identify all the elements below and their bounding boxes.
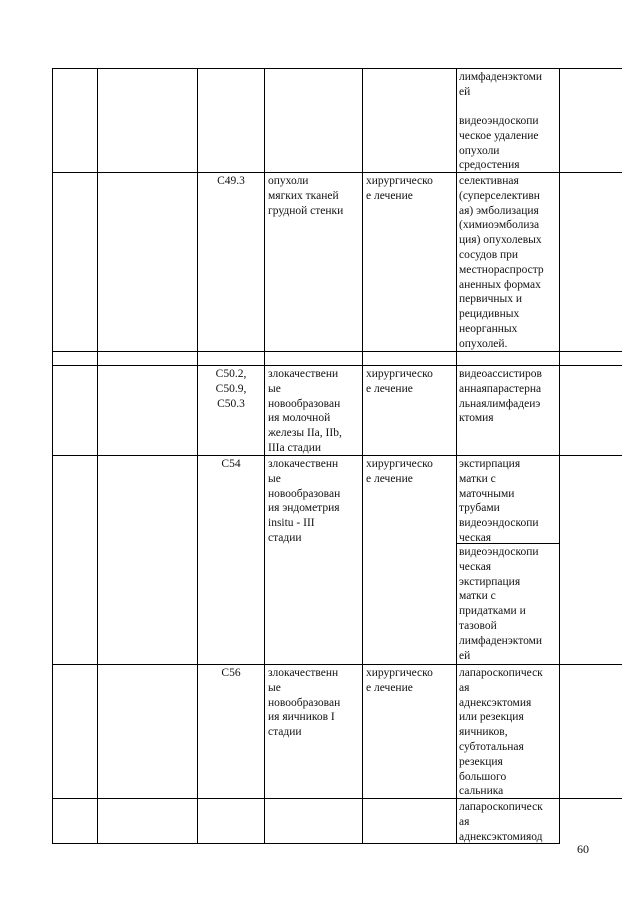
column-border (559, 68, 560, 844)
page-number: 60 (577, 842, 589, 856)
diagnosis-name: опухоли мягких тканей грудной стенки (268, 175, 344, 217)
treatment-type: хирургическо е лечение (366, 667, 433, 694)
method-cell: экстирпация матки с маточными трубами видеоэндоскопи ческая (459, 458, 539, 544)
column-border (52, 68, 53, 844)
diagnosis-code: С50.2, С50.9, С50.3 (215, 368, 247, 410)
row-divider (52, 365, 622, 366)
method-cell: лапароскопическ ая аднексэктомияод (459, 801, 543, 843)
diagnosis-name: злокачественн ые новообразован ия яичников I стадии (268, 667, 341, 739)
treatment-type: хирургическо е лечение (366, 368, 433, 395)
method-cell: лимфаденэктоми ей (459, 71, 543, 98)
treatment-type: хирургическо е лечение (366, 458, 433, 485)
method-cell: лапароскопическ ая аднексэктомия или резекция яичников, субтотальная резекция большого сальника (459, 667, 543, 798)
diagnosis-name: злокачествени ые новообразован ия молочной железы IIa, IIb, IIIa стадии (268, 368, 342, 454)
treatment-type: хирургическо е лечение (366, 175, 433, 202)
method-cell: видеоэндоскопи ческое удаление опухоли средостения (459, 115, 539, 172)
diagnosis-code: С49.3 (217, 175, 245, 187)
column-border (362, 68, 363, 844)
method-cell: видеоэндоскопи ческая экстирпация матки с придатками и тазовой лимфаденэктоми ей (459, 546, 543, 662)
method-cell: видеоассистиров аннаяпарастерна льнаялимфадеиэ ктомия (459, 368, 542, 425)
column-border (264, 68, 265, 844)
row-divider (52, 664, 622, 665)
diagnosis-code: С54 (221, 458, 241, 470)
column-border (456, 68, 457, 844)
method-cell: селективная (суперселективн ая) эмболизация (химиоэмболиза ция) опухолевых сосудов при местнораспростр аненных формах первичных и рецидивных неорганных опухолей. (459, 175, 544, 350)
diagnosis-code: С56 (221, 667, 241, 679)
diagnosis-name: злокачественн ые новообразован ия эндометрия insitu - III стадии (268, 458, 341, 544)
table-top-border (52, 68, 622, 69)
column-border (97, 68, 98, 844)
